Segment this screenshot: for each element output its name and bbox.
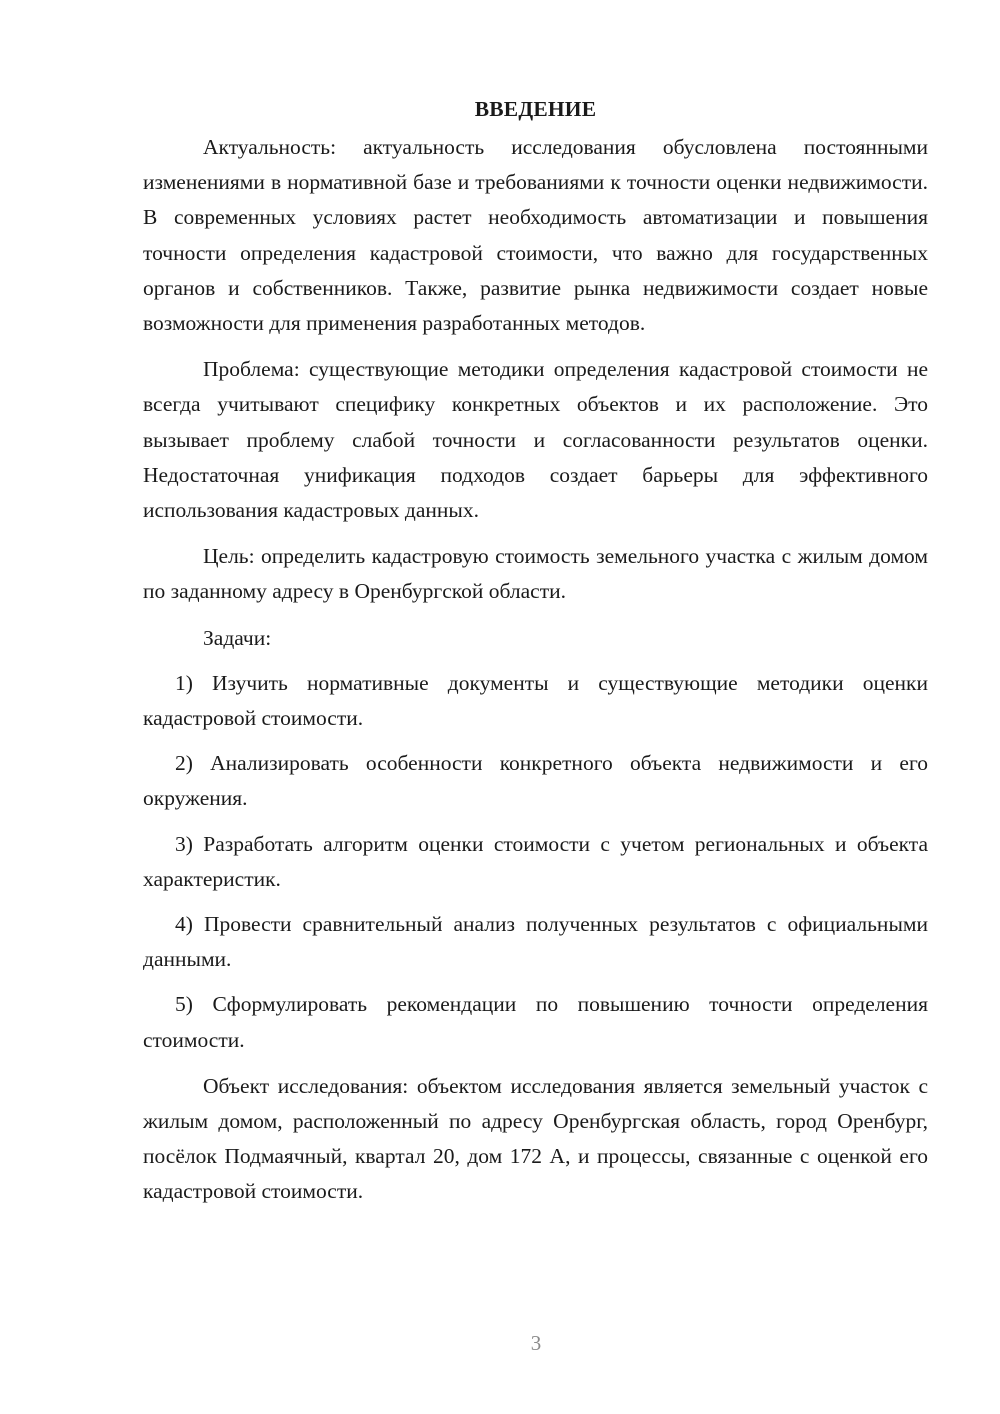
list-item: 4) Провести сравнительный анализ полученных результатов с официальными данными. <box>143 912 928 972</box>
paragraph-problem: Проблема: существующие методики определения кадастровой стоимости не всегда учитывают специфику конкретных объектов и их расположение. Это вызывает проблему слабой точности и согласованности результатов оценки. Недостаточная унификация подходов создает барьеры для эффективного использования кадастровых данных. <box>143 357 928 523</box>
tasks-list <box>143 666 928 1058</box>
page-content <box>143 92 928 1210</box>
list-item: 5) Сформулировать рекомендации по повышению точности определения стоимости. <box>143 992 928 1052</box>
paragraph-relevance: Актуальность: актуальность исследования обусловлена постоянными изменениями в нормативной базе и требованиями к точности оценки недвижимости. В современных условиях растет необходимость автоматизации и повышения точности определения кадастровой стоимости, что важно для государственных органов и собственников. Также, развитие рынка недвижимости создает новые возможности для применения разработанных методов. <box>143 135 928 336</box>
paragraph-goal: Цель: определить кадастровую стоимость земельного участка с жилым домом по заданному адресу в Оренбургской области. <box>143 544 928 604</box>
list-item: 1) Изучить нормативные документы и существующие методики оценки кадастровой стоимости. <box>143 670 928 731</box>
paragraph-object: Объект исследования: объектом исследования является земельный участок с жилым домом, расположенный по адресу Оренбургская область, город Оренбург, посёлок Подмаячный, квартал 20, дом 172 А, и процессы, связанные с оценкой его кадастровой стоимости. <box>143 1073 928 1204</box>
page-number: 3 <box>530 1331 542 1355</box>
section-title: ВВЕДЕНИЕ <box>474 97 597 121</box>
list-item: 2) Анализировать особенности конкретного объекта недвижимости и его окружения. <box>143 751 928 811</box>
list-item: 3) Разработать алгоритм оценки стоимости с учетом региональных и объекта характеристик. <box>143 831 928 891</box>
tasks-heading: Задачи: <box>203 625 272 650</box>
